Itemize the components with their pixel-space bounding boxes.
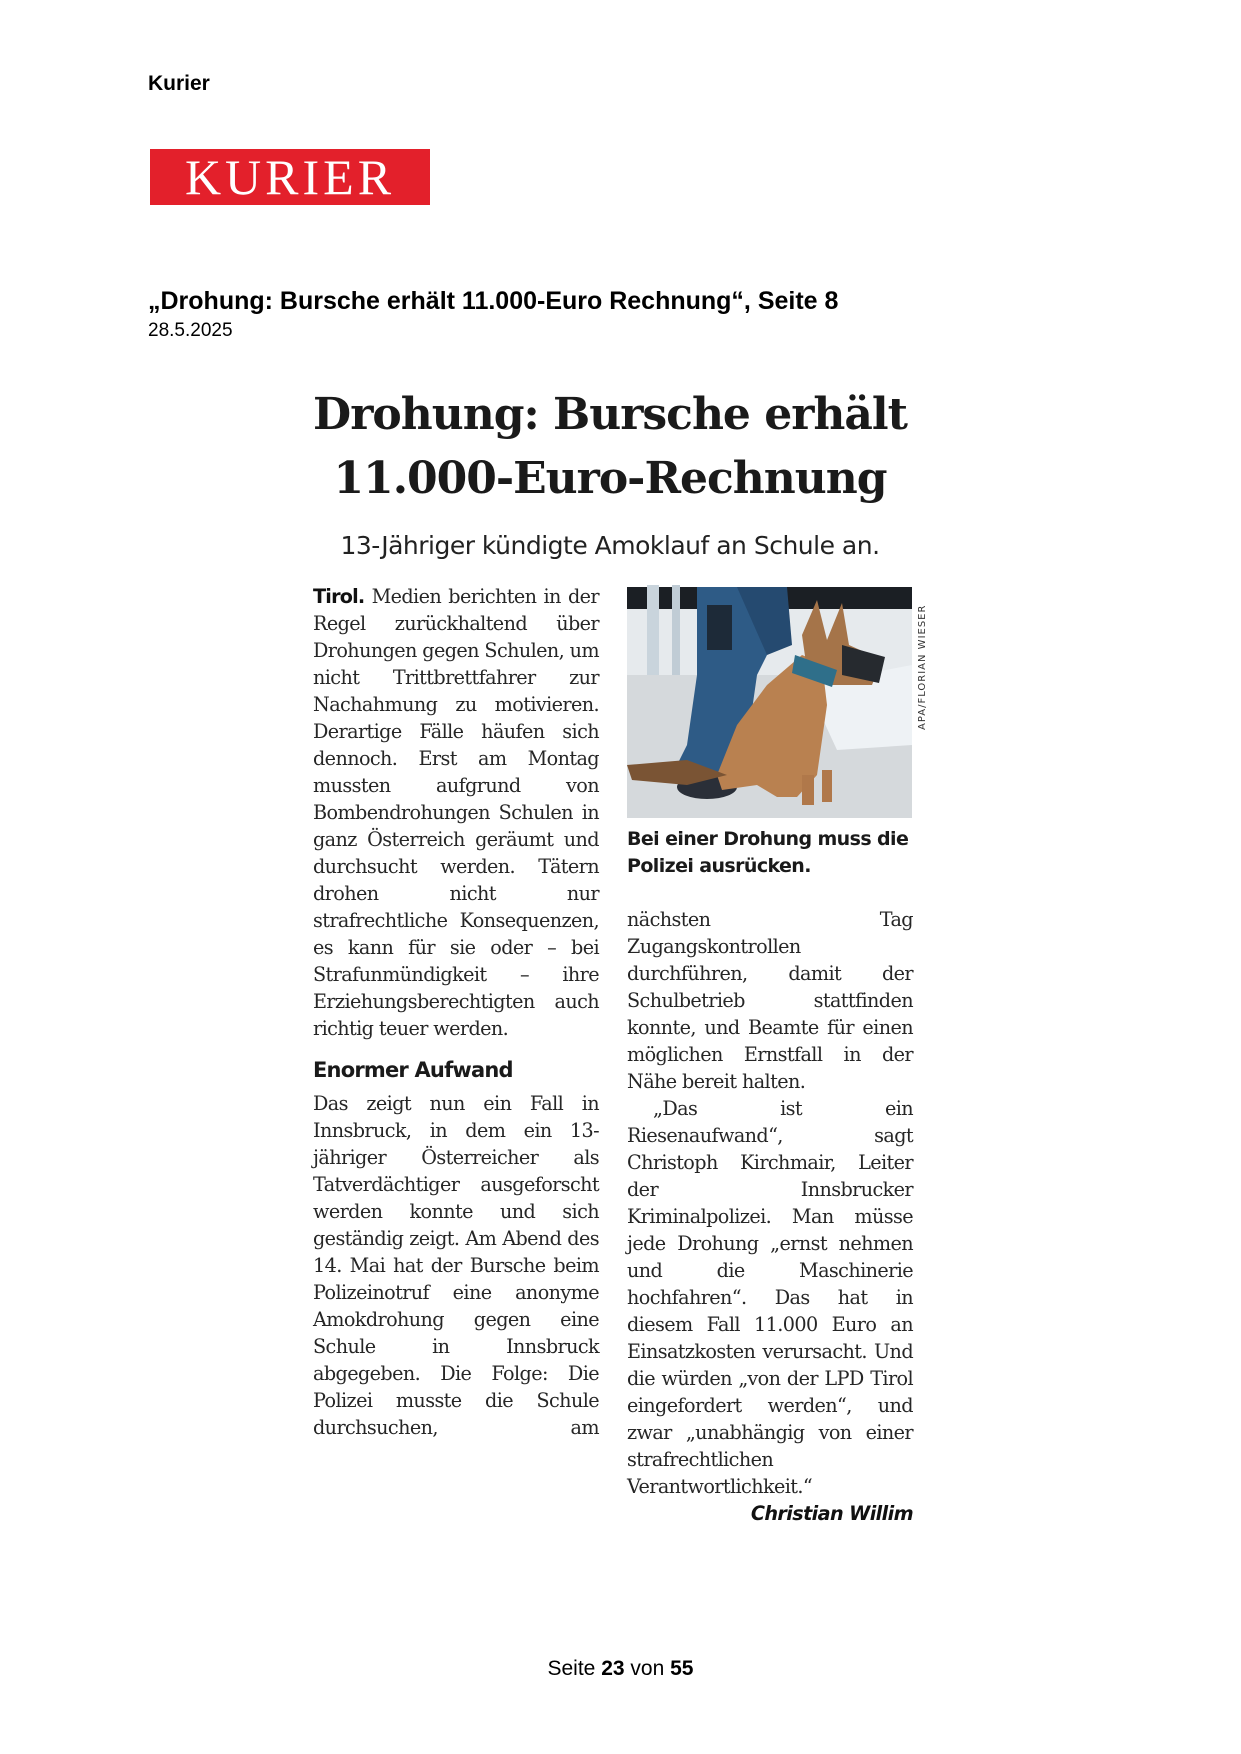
headline-line-1: Drohung: Bursche erhält	[313, 389, 907, 440]
article-photo	[627, 575, 912, 818]
photo-credit-text: APA/FLORIAN WIESER	[917, 604, 928, 730]
article-column-left	[313, 583, 599, 1441]
publication-label: Kurier	[148, 72, 210, 95]
kurier-logo	[150, 149, 430, 205]
police-dog-photo	[627, 575, 912, 818]
byline-row	[627, 1500, 913, 1527]
source-title: „Drohung: Bursche erhält 11.000-Euro Rechnung“, Seite 8	[148, 287, 839, 315]
photo-credit	[916, 580, 932, 730]
article-column-right	[627, 906, 913, 1527]
page-total: 55	[670, 1657, 694, 1680]
page-separator: von	[630, 1657, 665, 1680]
lead-location: Tirol.	[313, 585, 365, 608]
page-current: 23	[601, 1657, 625, 1680]
headline-line-2: 11.000-Euro-Rechnung	[333, 453, 887, 504]
paragraph-1	[313, 583, 599, 1042]
paragraph-2-continued: nächsten Tag Zugangskontrollen durchführen, damit der Schulbetrieb stattfinden konnte, und Beamte für einen möglichen Ernstfall in der Nähe bereit halten.	[627, 908, 913, 1093]
source-date: 28.5.2025	[148, 320, 233, 341]
photo-caption: Bei einer Drohung muss die Polizei ausrücken.	[627, 828, 909, 877]
article-headline	[300, 383, 920, 511]
byline: Christian Willim	[750, 1502, 913, 1525]
page-footer	[0, 1657, 1241, 1681]
article-subheadline: 13-Jähriger kündigte Amoklauf an Schule an.	[340, 531, 880, 560]
section-heading: Enormer Aufwand	[313, 1058, 513, 1082]
logo-text: KURIER	[184, 149, 396, 205]
paragraph-1-text: Medien berichten in der Regel zurückhaltend über Drohungen gegen Schulen, um nicht Trittbrettfahrer zur Nachahmung zu motivieren. Derartige Fälle häufen sich dennoch. Erst am Montag mussten aufgrund von Bombendrohungen Schulen in ganz Österreich geräumt und durchsucht werden. Tätern drohen nicht nur strafrechtliche Konsequenzen, es kann für sie oder – bei Strafunmündigkeit – ihre Erziehungsberechtigten auch richtig teuer werden.	[313, 585, 600, 1040]
paragraph-3	[627, 1095, 913, 1500]
page-label: Seite	[547, 1657, 596, 1680]
paragraph-3-text: „Das ist ein Riesenaufwand“, sagt Christoph Kirchmair, Leiter der Innsbrucker Kriminalpolizei. Man müsse jede Drohung „ernst nehmen und die Maschinerie hochfahren“. Das hat in diesem Fall 11.000 Euro an Einsatzkosten verursacht. Und die würden „von der LPD Tirol eingefordert werden“, und zwar „unabhängig von einer strafrechtlichen Verantwortlichkeit.“	[627, 1097, 913, 1498]
paragraph-2: Das zeigt nun ein Fall in Innsbruck, in dem ein 13-jähriger Österreicher als Tatverdächtiger ausgeforscht werden konnte und sich geständig zeigt. Am Abend des 14. Mai hat der Bursche beim Polizeinotruf eine anonyme Amokdrohung gegen eine Schule in Innsbruck abgegeben. Die Folge: Die Polizei musste die Schule durchsuchen, am	[313, 1092, 599, 1439]
